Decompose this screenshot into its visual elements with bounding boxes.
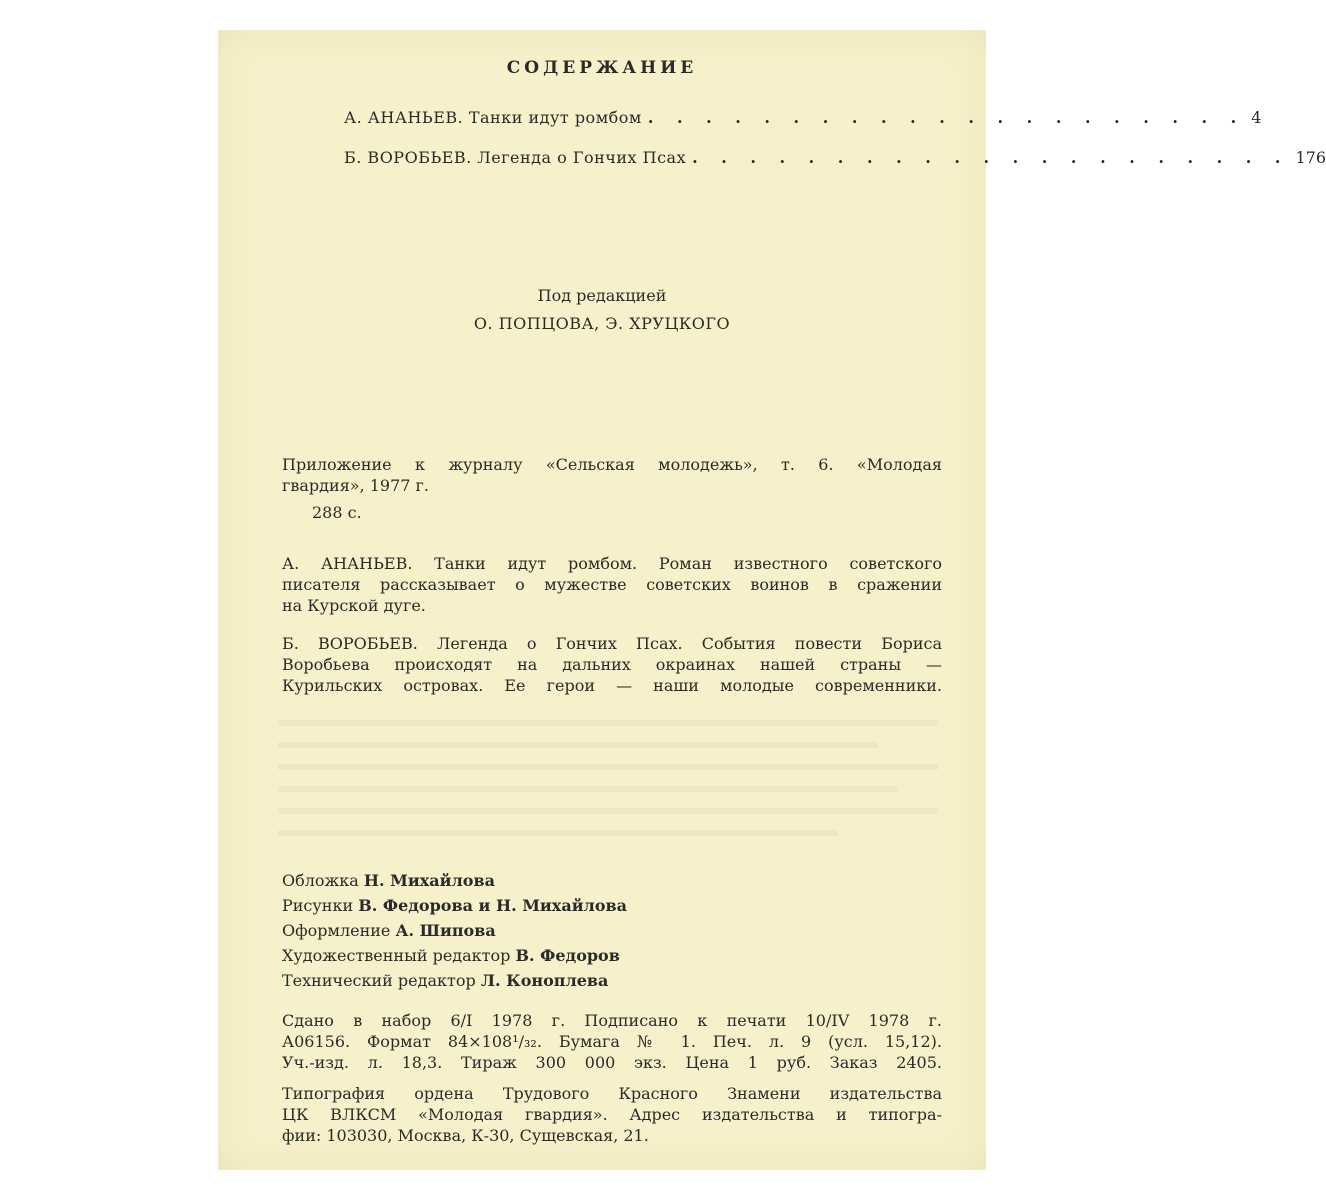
show-through	[278, 786, 898, 792]
show-through	[278, 742, 878, 748]
supplement-line: Приложение к журналу «Сельская молодежь», т. 6. «Молодая	[282, 455, 942, 474]
toc-leader-dots: . . . . . . . . . . . . . . . . . . . . .	[647, 108, 1246, 127]
annotation-vorobyev	[282, 633, 942, 696]
credit-name: Н. Михайлова	[363, 871, 495, 890]
show-through	[278, 764, 938, 770]
show-through	[278, 808, 938, 814]
supplement-line: гвардия», 1977 г.	[282, 476, 430, 495]
credit-row	[282, 968, 627, 993]
credit-name: В. Федорова и Н. Михайлова	[358, 896, 627, 915]
show-through	[278, 720, 938, 726]
credit-role: Технический редактор	[282, 971, 476, 990]
editors-label: Под редакцией	[537, 286, 667, 305]
credit-role: Оформление	[282, 921, 391, 940]
annotation-line: Курильских островах. Ее герои — наши молодые современники.	[282, 676, 942, 695]
credit-name: В. Федоров	[515, 946, 620, 965]
contents-heading: СОДЕРЖАНИЕ	[506, 58, 698, 78]
annotation-line: на Курской дуге.	[282, 596, 426, 615]
toc-entry-title: Б. ВОРОБЬЕВ. Легенда о Гончих Псах	[344, 148, 687, 167]
imprint-line: А06156. Формат 84×108¹/₃₂. Бумага № 1. Печ. л. 9 (усл. 15,12).	[282, 1032, 942, 1051]
credit-row	[282, 868, 627, 893]
annotation-line: А. АНАНЬЕВ. Танки идут ромбом. Роман известного советского	[282, 554, 942, 573]
show-through	[278, 830, 838, 836]
credit-row	[282, 893, 627, 918]
printer-line: фии: 103030, Москва, К-30, Сущевская, 21.	[282, 1126, 649, 1145]
credit-name: Л. Коноплева	[480, 971, 609, 990]
credit-name: А. Шипова	[395, 921, 496, 940]
credit-role: Рисунки	[282, 896, 354, 915]
credit-row	[282, 943, 627, 968]
supplement-note	[282, 454, 942, 496]
printer-block	[282, 1083, 942, 1146]
annotation-ananyev	[282, 553, 942, 616]
imprint-block	[282, 1010, 942, 1073]
printer-line: Типография ордена Трудового Красного Знамени издательства	[282, 1084, 942, 1103]
credits-block	[282, 868, 627, 993]
toc-entry-page: 176	[1295, 148, 1326, 167]
toc-entry	[344, 108, 1262, 127]
printer-line: ЦК ВЛКСМ «Молодая гвардия». Адрес издательства и типогра-	[282, 1105, 942, 1124]
credit-row	[282, 918, 627, 943]
annotation-line: Б. ВОРОБЬЕВ. Легенда о Гончих Псах. События повести Бориса	[282, 634, 942, 653]
imprint-line: Сдано в набор 6/I 1978 г. Подписано к печати 10/IV 1978 г.	[282, 1011, 942, 1030]
toc-entry-page: 4	[1251, 108, 1262, 127]
imprint-line: Уч.-изд. л. 18,3. Тираж 300 000 экз. Цена 1 руб. Заказ 2405.	[282, 1053, 942, 1072]
page-count: 288 с.	[312, 503, 362, 522]
editors-names: О. ПОПЦОВА, Э. ХРУЦКОГО	[473, 314, 731, 333]
toc-entry	[344, 148, 1326, 167]
toc-entry-title: А. АНАНЬЕВ. Танки идут ромбом	[344, 108, 642, 127]
annotation-line: писателя рассказывает о мужестве советских воинов в сражении	[282, 575, 942, 594]
annotation-line: Воробьева происходят на дальних окраинах нашей страны —	[282, 655, 942, 674]
credit-role: Художественный редактор	[282, 946, 511, 965]
credit-role: Обложка	[282, 871, 359, 890]
toc-leader-dots: . . . . . . . . . . . . . . . . . . . . .	[692, 148, 1290, 167]
book-page	[218, 30, 1326, 1170]
